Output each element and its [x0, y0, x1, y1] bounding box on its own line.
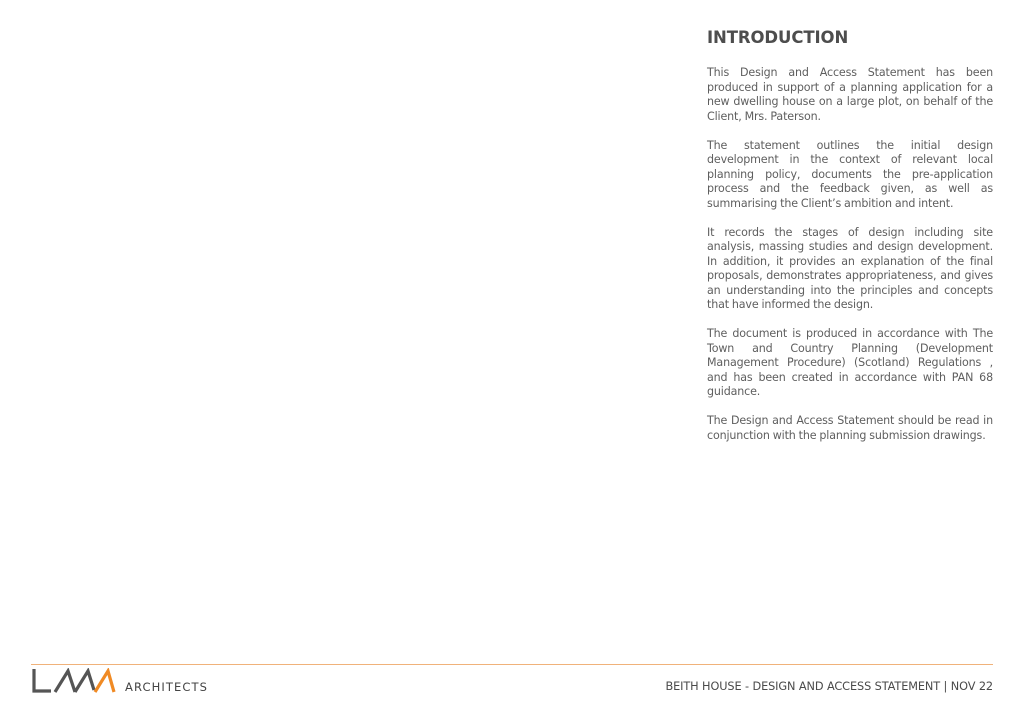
paragraph-read-with-drawings: The Design and Access Statement should be read in conjunction with the planning submission drawings. [707, 414, 993, 442]
footer-divider [31, 664, 993, 665]
logo-wordmark: ARCHITECTS [125, 680, 208, 694]
company-logo [31, 668, 208, 694]
document-title-footer: BEITH HOUSE - DESIGN AND ACCESS STATEMENT | NOV 22 [665, 680, 993, 693]
paragraph-outline: The statement outlines the initial design development in the context of relevant local planning policy, documents the pre-application process and the feedback given, as well as summarising the Client’s ambition and intent. [707, 138, 993, 210]
paragraph-regulations: The document is produced in accordance with The Town and Country Planning (Development Management Procedure) (Scotland) Regulations , and has been created in accordance with PAN 68 guidance. [707, 327, 993, 398]
introduction-section [707, 28, 993, 458]
section-heading: INTRODUCTION [707, 28, 849, 47]
paragraph-purpose: This Design and Access Statement has been produced in support of a planning application for a new dwelling house on a large plot, on behalf of the Client, Mrs. Paterson. [707, 66, 993, 123]
lma-logo-mark [31, 668, 116, 694]
paragraph-stages: It records the stages of design including site analysis, massing studies and design development. In addition, it provides an explanation of the final proposals, demonstrates appropriateness, and gives an understanding into the principles and concepts that have informed the design. [707, 225, 993, 311]
